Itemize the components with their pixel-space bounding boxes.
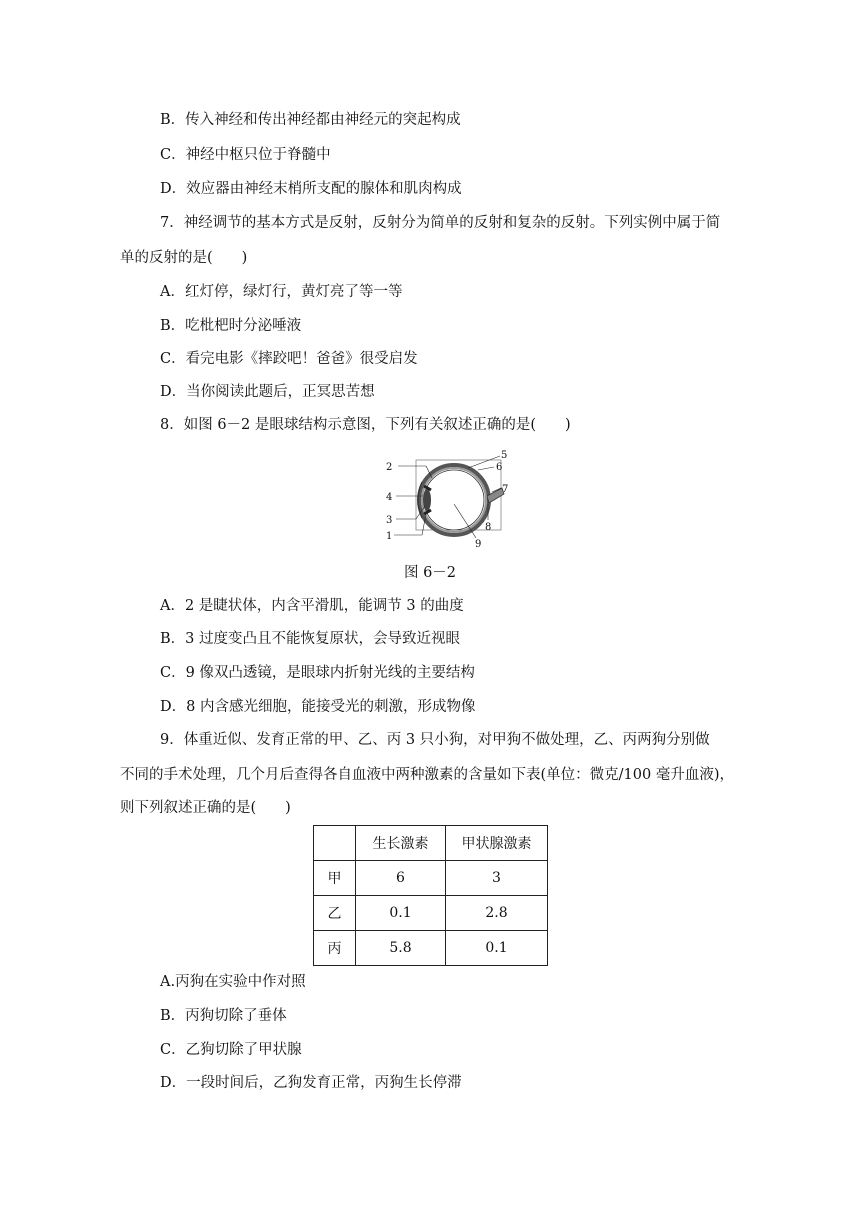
label-5: 5 [501, 450, 508, 461]
table-header-cell: 甲状腺激素 [446, 826, 548, 861]
q9-option-d: D．一段时间后，乙狗发育正常，丙狗生长停滞 [160, 1075, 462, 1091]
q9-option-b: B．丙狗切除了垂体 [160, 1008, 287, 1024]
table-cell: 0.1 [356, 896, 446, 931]
q7-option-b: B．吃枇杷时分泌唾液 [160, 318, 302, 334]
q8-option-b: B．3 过度变凸且不能恢复原状，会导致近视眼 [160, 631, 460, 647]
table-cell: 乙 [314, 896, 356, 931]
table-cell: 5.8 [356, 931, 446, 966]
table-cell: 0.1 [446, 931, 548, 966]
lens-shape [423, 489, 431, 511]
q7-option-a: A．红灯停，绿灯行，黄灯亮了等一等 [160, 284, 403, 300]
figure-caption: 图 6－2 [403, 565, 457, 581]
table-row [314, 931, 548, 966]
q6-option-c: C．神经中枢只位于脊髓中 [160, 147, 331, 163]
label-6: 6 [496, 462, 503, 473]
q9-stem-line1: 9．体重近似、发育正常的甲、乙、丙 3 只小狗，对甲狗不做处理，乙、丙两狗分别做 [160, 732, 710, 748]
label-4: 4 [386, 492, 393, 503]
q7-option-c: C．看完电影《摔跤吧！爸爸》很受启发 [160, 351, 418, 367]
table-header-cell [314, 826, 356, 861]
q7-stem-line1: 7．神经调节的基本方式是反射，反射分为简单的反射和复杂的反射。下列实例中属于简 [160, 215, 721, 231]
q6-option-b: B．传入神经和传出神经都由神经元的突起构成 [160, 112, 461, 128]
q7-option-d: D．当你阅读此题后，正冥思苦想 [160, 384, 375, 400]
label-3: 3 [386, 515, 393, 526]
label-8: 8 [485, 522, 492, 533]
q8-stem: 8．如图 6－2 是眼球结构示意图，下列有关叙述正确的是( ) [160, 417, 571, 433]
label-9: 9 [475, 539, 482, 550]
q9-stem-line3: 则下列叙述正确的是( ) [120, 800, 291, 816]
label-2: 2 [386, 462, 393, 473]
label-1: 1 [386, 531, 393, 542]
hormone-table [313, 825, 548, 966]
label-7: 7 [502, 484, 509, 495]
eye-structure-diagram [376, 448, 516, 553]
q6-option-d: D．效应器由神经末梢所支配的腺体和肌肉构成 [160, 181, 462, 197]
q8-option-c: C．9 像双凸透镜，是眼球内折射光线的主要结构 [160, 665, 475, 681]
table-cell: 3 [446, 861, 548, 896]
table-row [314, 861, 548, 896]
q7-stem-line2: 单的反射的是( ) [120, 250, 248, 266]
table-row [314, 896, 548, 931]
table-cell: 2.8 [446, 896, 548, 931]
table-cell: 6 [356, 861, 446, 896]
table-header-cell: 生长激素 [356, 826, 446, 861]
q9-option-a: A.丙狗在实验中作对照 [160, 974, 306, 990]
q8-option-a: A．2 是睫状体，内含平滑肌，能调节 3 的曲度 [160, 598, 464, 614]
retina-layer [424, 470, 484, 530]
q9-stem-line2: 不同的手术处理，几个月后查得各自血液中两种激素的含量如下表(单位：微克/100 毫升血液)， [120, 767, 734, 783]
table-header-row [314, 826, 548, 861]
table-cell: 丙 [314, 931, 356, 966]
table-cell: 甲 [314, 861, 356, 896]
q8-option-d: D．8 内含感光细胞，能接受光的刺激，形成物像 [160, 699, 476, 715]
q9-option-c: C．乙狗切除了甲状腺 [160, 1042, 302, 1058]
